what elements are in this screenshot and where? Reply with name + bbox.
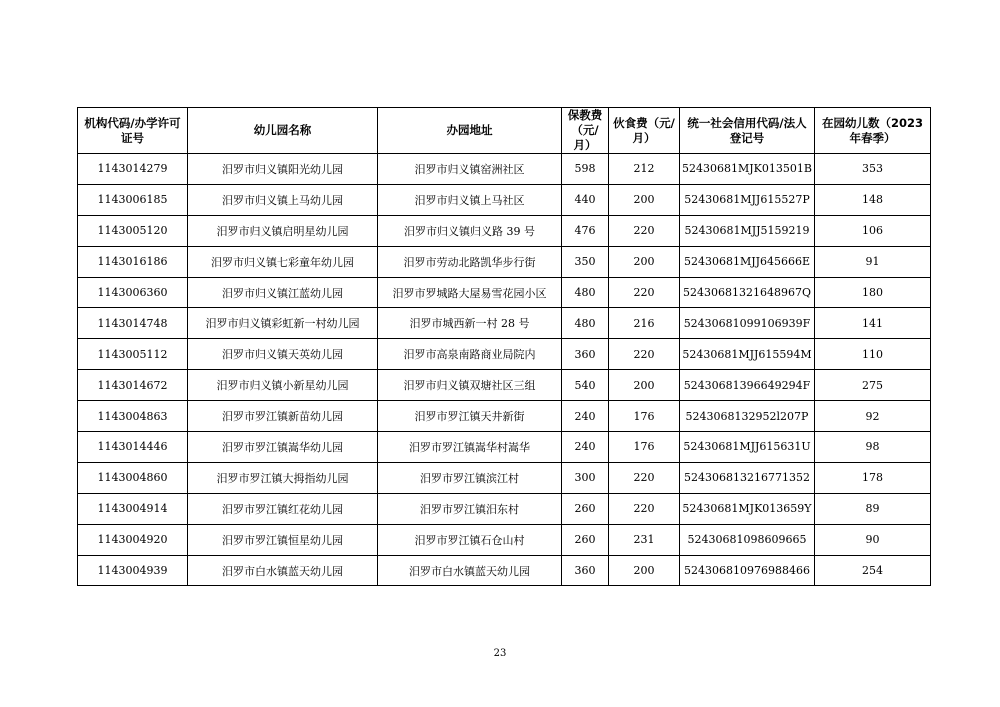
cell-meal-fee: 220: [609, 493, 680, 524]
cell-kindergarten-name: 汨罗市归义镇上马幼儿园: [188, 184, 378, 215]
cell-tuition-fee: 440: [562, 184, 609, 215]
cell-meal-fee: 220: [609, 215, 680, 246]
cell-enrollment: 148: [815, 184, 931, 215]
cell-license-code: 1143004939: [78, 555, 188, 586]
cell-tuition-fee: 240: [562, 432, 609, 463]
cell-kindergarten-name: 汨罗市归义镇启明星幼儿园: [188, 215, 378, 246]
cell-credit-code: 52430681MJJ5159219: [680, 215, 815, 246]
header-tuition-fee: 保教费（元/月）: [562, 108, 609, 154]
cell-credit-code: 52430681MJJ615527P: [680, 184, 815, 215]
cell-enrollment: 106: [815, 215, 931, 246]
cell-address: 汨罗市归义镇双塘社区三组: [378, 370, 562, 401]
cell-enrollment: 353: [815, 154, 931, 185]
cell-kindergarten-name: 汨罗市归义镇江蓝幼儿园: [188, 277, 378, 308]
cell-address: 汨罗市归义镇窑洲社区: [378, 154, 562, 185]
cell-credit-code: 52430681MJJ615631U: [680, 432, 815, 463]
table-row: [78, 154, 931, 185]
cell-address: 汨罗市高泉南路商业局院内: [378, 339, 562, 370]
cell-license-code: 1143004920: [78, 524, 188, 555]
cell-address: 汨罗市罗江镇滨江村: [378, 462, 562, 493]
cell-enrollment: 91: [815, 246, 931, 277]
cell-meal-fee: 200: [609, 246, 680, 277]
cell-credit-code: 52430681MJK013501B: [680, 154, 815, 185]
cell-kindergarten-name: 汨罗市罗江镇红花幼儿园: [188, 493, 378, 524]
cell-meal-fee: 212: [609, 154, 680, 185]
header-meal-fee: 伙食费（元/月）: [609, 108, 680, 154]
table-row: [78, 184, 931, 215]
cell-kindergarten-name: 汨罗市罗江镇大拇指幼儿园: [188, 462, 378, 493]
cell-license-code: 1143004860: [78, 462, 188, 493]
cell-enrollment: 89: [815, 493, 931, 524]
cell-credit-code: 52430681MJK013659Y: [680, 493, 815, 524]
cell-enrollment: 98: [815, 432, 931, 463]
cell-address: 汨罗市白水镇蓝天幼儿园: [378, 555, 562, 586]
table-row: [78, 462, 931, 493]
cell-meal-fee: 176: [609, 401, 680, 432]
table-row: [78, 524, 931, 555]
cell-tuition-fee: 598: [562, 154, 609, 185]
cell-license-code: 1143014446: [78, 432, 188, 463]
cell-license-code: 1143004863: [78, 401, 188, 432]
table-row: [78, 308, 931, 339]
cell-address: 汨罗市归义镇归义路 39 号: [378, 215, 562, 246]
cell-address: 汨罗市归义镇上马社区: [378, 184, 562, 215]
cell-kindergarten-name: 汨罗市罗江镇新苗幼儿园: [188, 401, 378, 432]
cell-address: 汨罗市罗江镇嵩华村嵩华: [378, 432, 562, 463]
cell-license-code: 1143006185: [78, 184, 188, 215]
cell-tuition-fee: 480: [562, 308, 609, 339]
cell-license-code: 1143014279: [78, 154, 188, 185]
page-number: 23: [493, 648, 507, 659]
table-row: [78, 432, 931, 463]
header-credit-code: 统一社会信用代码/法人登记号: [680, 108, 815, 154]
cell-kindergarten-name: 汨罗市归义镇阳光幼儿园: [188, 154, 378, 185]
cell-tuition-fee: 240: [562, 401, 609, 432]
table-row: [78, 401, 931, 432]
cell-address: 汨罗市罗江镇石仓山村: [378, 524, 562, 555]
cell-tuition-fee: 480: [562, 277, 609, 308]
cell-enrollment: 110: [815, 339, 931, 370]
header-kindergarten-name: 幼儿园名称: [188, 108, 378, 154]
cell-kindergarten-name: 汨罗市归义镇天英幼儿园: [188, 339, 378, 370]
cell-meal-fee: 200: [609, 370, 680, 401]
cell-meal-fee: 231: [609, 524, 680, 555]
cell-kindergarten-name: 汨罗市白水镇蓝天幼儿园: [188, 555, 378, 586]
table-body: [78, 154, 931, 586]
cell-credit-code: 5243068132952l207P: [680, 401, 815, 432]
cell-tuition-fee: 360: [562, 555, 609, 586]
cell-kindergarten-name: 汨罗市罗江镇嵩华幼儿园: [188, 432, 378, 463]
cell-kindergarten-name: 汨罗市归义镇彩虹新一村幼儿园: [188, 308, 378, 339]
cell-credit-code: 524306813216771352: [680, 462, 815, 493]
table-row: [78, 493, 931, 524]
cell-enrollment: 92: [815, 401, 931, 432]
cell-license-code: 1143006360: [78, 277, 188, 308]
cell-credit-code: 52430681MJJ615594M: [680, 339, 815, 370]
cell-credit-code: 524306810976988466: [680, 555, 815, 586]
cell-kindergarten-name: 汨罗市归义镇七彩童年幼儿园: [188, 246, 378, 277]
cell-tuition-fee: 360: [562, 339, 609, 370]
cell-license-code: 1143014672: [78, 370, 188, 401]
header-enrollment: 在园幼儿数（2023年春季）: [815, 108, 931, 154]
cell-tuition-fee: 540: [562, 370, 609, 401]
table-row: [78, 215, 931, 246]
cell-tuition-fee: 300: [562, 462, 609, 493]
cell-meal-fee: 220: [609, 277, 680, 308]
cell-credit-code: 52430681396649294F: [680, 370, 815, 401]
cell-enrollment: 178: [815, 462, 931, 493]
table-row: [78, 277, 931, 308]
cell-tuition-fee: 260: [562, 524, 609, 555]
cell-tuition-fee: 350: [562, 246, 609, 277]
cell-enrollment: 141: [815, 308, 931, 339]
cell-credit-code: 52430681321648967Q: [680, 277, 815, 308]
cell-address: 汨罗市罗城路大屋易雪花园小区: [378, 277, 562, 308]
table-row: [78, 246, 931, 277]
cell-enrollment: 90: [815, 524, 931, 555]
cell-address: 汨罗市罗江镇天井新街: [378, 401, 562, 432]
table-header-row: [78, 108, 931, 154]
cell-license-code: 1143005112: [78, 339, 188, 370]
table-row: [78, 370, 931, 401]
cell-license-code: 1143005120: [78, 215, 188, 246]
cell-meal-fee: 200: [609, 184, 680, 215]
cell-address: 汨罗市劳动北路凯华步行街: [378, 246, 562, 277]
cell-license-code: 1143016186: [78, 246, 188, 277]
cell-enrollment: 275: [815, 370, 931, 401]
table-row: [78, 555, 931, 586]
kindergarten-table: [77, 107, 931, 586]
cell-enrollment: 254: [815, 555, 931, 586]
cell-meal-fee: 220: [609, 339, 680, 370]
cell-kindergarten-name: 汨罗市罗江镇恒星幼儿园: [188, 524, 378, 555]
cell-credit-code: 52430681099106939F: [680, 308, 815, 339]
cell-meal-fee: 216: [609, 308, 680, 339]
cell-meal-fee: 176: [609, 432, 680, 463]
cell-credit-code: 52430681MJJ645666E: [680, 246, 815, 277]
header-address: 办园地址: [378, 108, 562, 154]
cell-tuition-fee: 260: [562, 493, 609, 524]
table-row: [78, 339, 931, 370]
cell-address: 汨罗市罗江镇汨东村: [378, 493, 562, 524]
cell-tuition-fee: 476: [562, 215, 609, 246]
header-license-code: 机构代码/办学许可证号: [78, 108, 188, 154]
cell-kindergarten-name: 汨罗市归义镇小新星幼儿园: [188, 370, 378, 401]
cell-enrollment: 180: [815, 277, 931, 308]
cell-license-code: 1143014748: [78, 308, 188, 339]
cell-meal-fee: 220: [609, 462, 680, 493]
cell-license-code: 1143004914: [78, 493, 188, 524]
cell-credit-code: 52430681098609665: [680, 524, 815, 555]
cell-address: 汨罗市城西新一村 28 号: [378, 308, 562, 339]
cell-meal-fee: 200: [609, 555, 680, 586]
